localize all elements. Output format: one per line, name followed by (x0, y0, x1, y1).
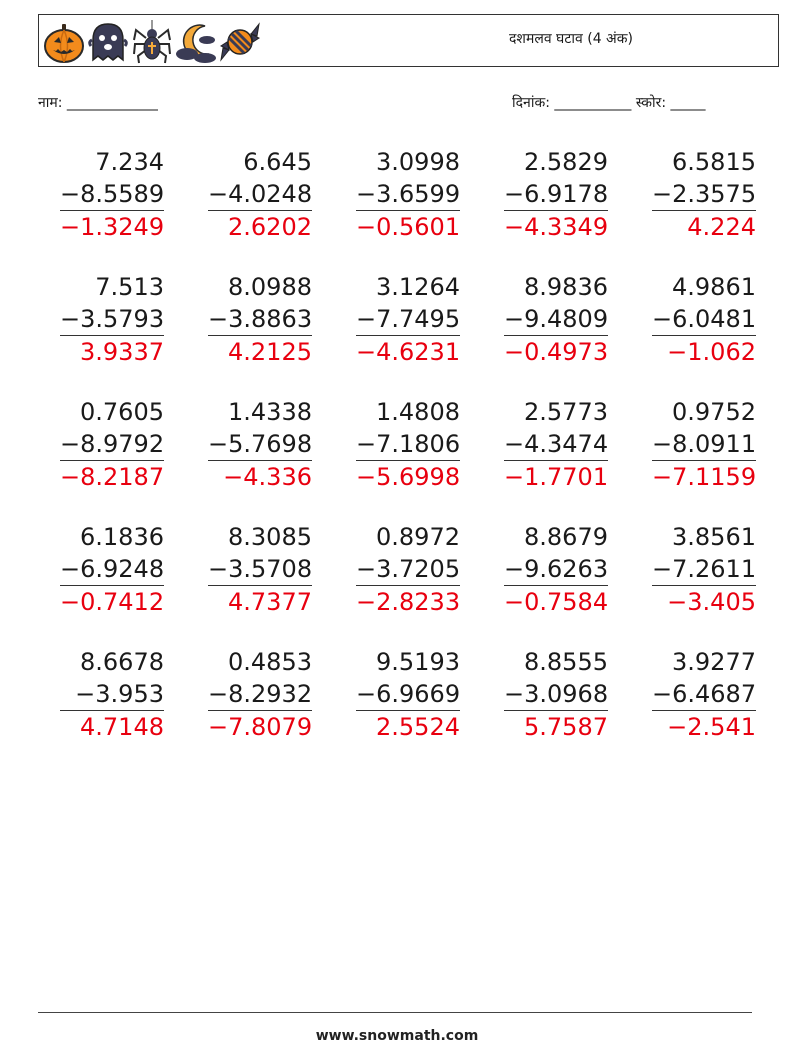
answer: −1.3249 (60, 213, 165, 241)
subtraction-problem (208, 646, 312, 743)
subtraction-problem (652, 396, 756, 493)
subtraction-problem (356, 271, 460, 368)
subtrahend: −7.2611 (652, 553, 756, 586)
subtrahend: −8.0911 (652, 428, 756, 461)
subtrahend: −6.9669 (356, 678, 460, 711)
minuend: 3.0998 (376, 148, 460, 176)
spider-icon (131, 20, 173, 64)
worksheet-header (38, 14, 779, 67)
subtraction-problem (504, 646, 608, 743)
problem-grid (38, 146, 760, 743)
answer: −1.7701 (504, 463, 609, 491)
answer: 2.6202 (228, 213, 312, 241)
minuend: 0.9752 (672, 398, 756, 426)
minuend: 0.8972 (376, 523, 460, 551)
minuend: 8.8555 (524, 648, 608, 676)
minuend: 8.8679 (524, 523, 608, 551)
minuend: 8.9836 (524, 273, 608, 301)
subtrahend: −8.9792 (60, 428, 164, 461)
answer: −8.2187 (60, 463, 165, 491)
minuend: 2.5829 (524, 148, 608, 176)
subtrahend: −8.2932 (208, 678, 312, 711)
subtrahend: −3.8863 (208, 303, 312, 336)
subtrahend: −4.0248 (208, 178, 312, 211)
footer-divider (38, 1012, 752, 1013)
subtraction-problem (208, 146, 312, 243)
subtrahend: −7.1806 (356, 428, 460, 461)
minuend: 3.9277 (672, 648, 756, 676)
answer: 4.7148 (80, 713, 164, 741)
moon-clouds-icon (175, 20, 217, 64)
subtrahend: −2.3575 (652, 178, 756, 211)
subtraction-problem (652, 646, 756, 743)
subtraction-problem (504, 521, 608, 618)
answer: 2.5524 (376, 713, 460, 741)
subtraction-problem (356, 146, 460, 243)
subtraction-problem (652, 146, 756, 243)
subtraction-problem (208, 396, 312, 493)
minuend: 8.3085 (228, 523, 312, 551)
answer: −1.062 (667, 338, 756, 366)
minuend: 0.7605 (80, 398, 164, 426)
minuend: 4.9861 (672, 273, 756, 301)
subtraction-problem (60, 521, 164, 618)
minuend: 6.645 (243, 148, 312, 176)
minuend: 6.1836 (80, 523, 164, 551)
answer: −4.6231 (356, 338, 461, 366)
subtrahend: −8.5589 (60, 178, 164, 211)
subtraction-problem (356, 646, 460, 743)
candy-icon (219, 20, 261, 64)
answer: −7.8079 (208, 713, 313, 741)
date-score-field-label: दिनांक: ___________ स्कोर: _____ (512, 95, 706, 111)
minuend: 2.5773 (524, 398, 608, 426)
subtrahend: −3.6599 (356, 178, 460, 211)
subtraction-problem (356, 396, 460, 493)
answer: 4.2125 (228, 338, 312, 366)
subtraction-problem (208, 521, 312, 618)
subtrahend: −9.6263 (504, 553, 608, 586)
subtrahend: −7.7495 (356, 303, 460, 336)
subtraction-problem (60, 396, 164, 493)
subtrahend: −5.7698 (208, 428, 312, 461)
answer: −4.336 (223, 463, 312, 491)
subtrahend: −6.9248 (60, 553, 164, 586)
subtraction-problem (60, 146, 164, 243)
answer: 5.7587 (524, 713, 608, 741)
subtrahend: −6.4687 (652, 678, 756, 711)
subtraction-problem (504, 396, 608, 493)
ghost-icon (87, 20, 129, 64)
subtraction-problem (652, 521, 756, 618)
minuend: 1.4338 (228, 398, 312, 426)
answer: 4.7377 (228, 588, 312, 616)
minuend: 7.513 (95, 273, 164, 301)
answer: −2.541 (667, 713, 756, 741)
answer: −0.7584 (504, 588, 609, 616)
subtraction-problem (208, 271, 312, 368)
minuend: 8.0988 (228, 273, 312, 301)
subtraction-problem (504, 271, 608, 368)
subtrahend: −6.9178 (504, 178, 608, 211)
minuend: 3.8561 (672, 523, 756, 551)
pumpkin-icon (43, 20, 85, 64)
minuend: 6.5815 (672, 148, 756, 176)
answer: −0.7412 (60, 588, 165, 616)
answer: −7.1159 (652, 463, 757, 491)
subtrahend: −3.953 (60, 678, 164, 711)
answer: −2.8233 (356, 588, 461, 616)
subtrahend: −4.3474 (504, 428, 608, 461)
subtraction-problem (60, 271, 164, 368)
answer: −0.4973 (504, 338, 609, 366)
subtrahend: −3.0968 (504, 678, 608, 711)
subtraction-problem (652, 271, 756, 368)
subtrahend: −3.5793 (60, 303, 164, 336)
answer: −4.3349 (504, 213, 609, 241)
subtrahend: −6.0481 (652, 303, 756, 336)
worksheet-title: दशमलव घटाव (4 अंक) (509, 31, 633, 47)
minuend: 7.234 (95, 148, 164, 176)
subtrahend: −9.4809 (504, 303, 608, 336)
minuend: 8.6678 (80, 648, 164, 676)
minuend: 3.1264 (376, 273, 460, 301)
subtrahend: −3.5708 (208, 553, 312, 586)
name-field-label: नाम: _____________ (38, 95, 158, 111)
minuend: 1.4808 (376, 398, 460, 426)
answer: −5.6998 (356, 463, 461, 491)
footer-site: www.snowmath.com (315, 1028, 479, 1044)
halloween-icons (43, 20, 261, 64)
subtrahend: −3.7205 (356, 553, 460, 586)
answer: −3.405 (667, 588, 756, 616)
answer: −0.5601 (356, 213, 461, 241)
minuend: 0.4853 (228, 648, 312, 676)
answer: 3.9337 (80, 338, 164, 366)
subtraction-problem (60, 646, 164, 743)
subtraction-problem (356, 521, 460, 618)
subtraction-problem (504, 146, 608, 243)
answer: 4.224 (687, 213, 756, 241)
minuend: 9.5193 (376, 648, 460, 676)
